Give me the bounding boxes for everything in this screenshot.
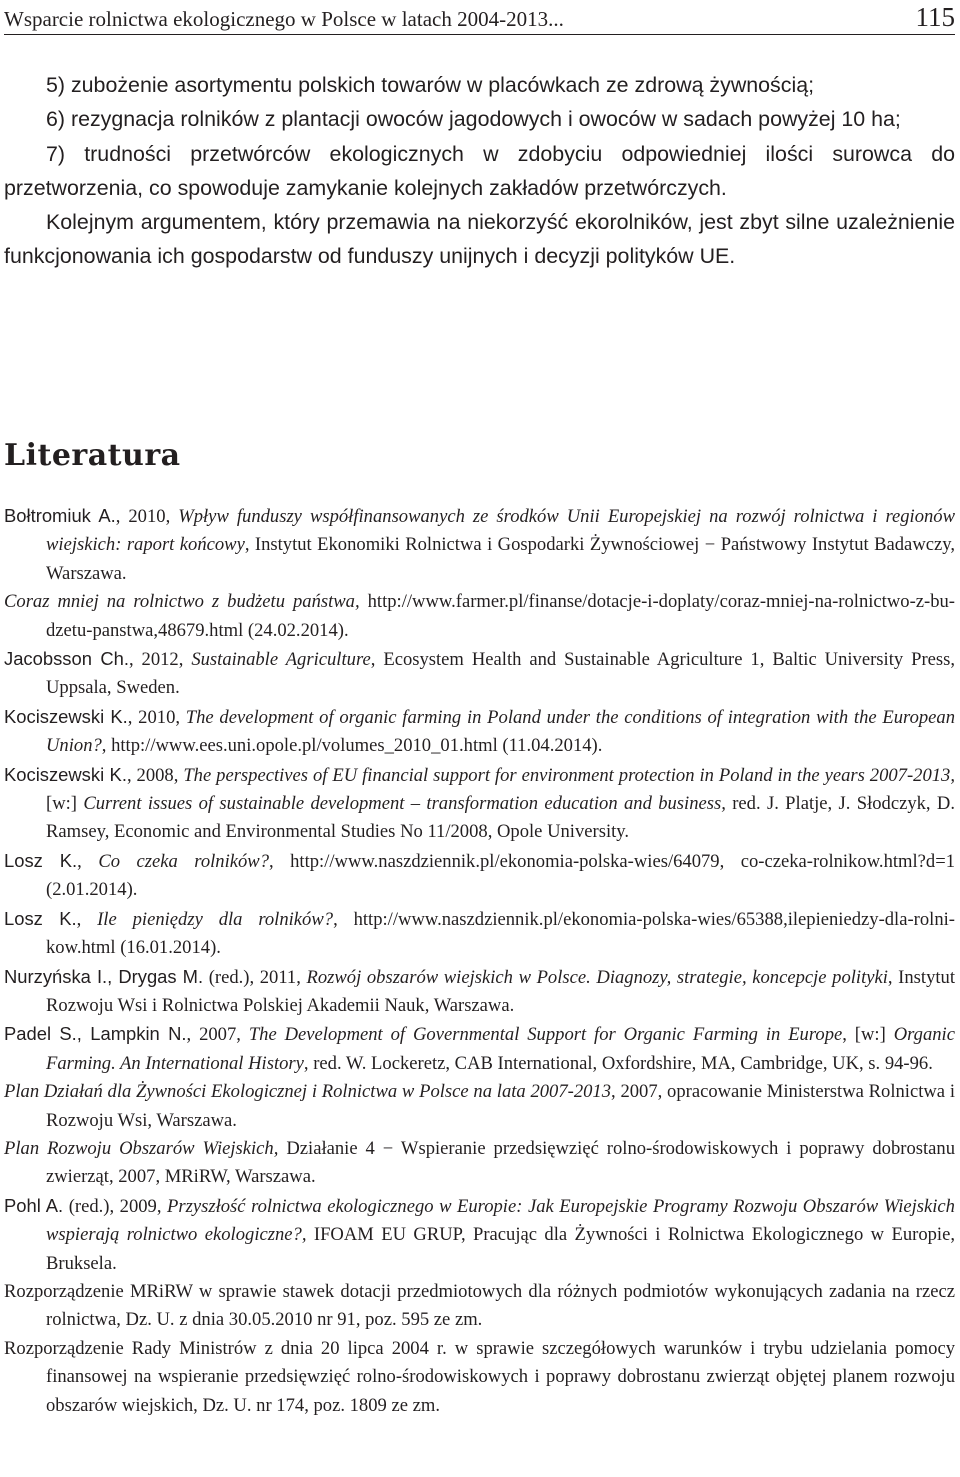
reference-item — [4, 1192, 955, 1278]
list-item-6: 6) rezygnacja rolników z plantacji owoców jagodowych i owoców w sadach powyżej 10 ha; — [46, 107, 901, 132]
reference-title: Plan Działań dla Żywności Ekologicznej i Rolnictwa w Polsce na lata 2007-2013 — [4, 1081, 612, 1103]
reference-title: Co czeka rolników? — [98, 850, 269, 872]
body-text — [4, 68, 955, 274]
reference-title: Przyszłość rolnictwa ekologicznego w Europie: Jak Europejskie Programy Rozwoju Obszarów Wiejskich wspierają rolnictwo ekologiczne?, — [46, 1195, 955, 1246]
reference-item — [4, 1335, 955, 1420]
reference-author: Padel S., Lampkin N. — [4, 1023, 187, 1045]
running-header — [4, 4, 955, 35]
section-heading-literatura: Literatura — [4, 438, 181, 473]
reference-text: IFOAM EU GRUP, Pracując dla Żywności i Rolnictwa Ekologicznego w Europie, Bruksela. — [46, 1224, 955, 1274]
running-title: Wsparcie rolnictwa ekologicznego w Polsce w latach 2004-2013... — [4, 7, 564, 31]
reference-text: (red.), 2009, — [63, 1195, 168, 1217]
reference-text: , 2010, — [115, 506, 179, 527]
reference-item — [4, 847, 955, 905]
reference-item — [4, 703, 955, 761]
reference-title: Rozwój obszarów wiejskich w Polsce. Diagnozy, strategie, koncepcje polityki — [306, 966, 888, 988]
reference-item — [4, 1078, 955, 1135]
reference-text: (red.), 2011, — [203, 966, 307, 988]
reference-title: Current issues of sustainable development – transformation education and business, — [83, 793, 726, 815]
reference-item — [4, 1278, 955, 1335]
reference-author: Kociszewski K. — [4, 763, 127, 785]
reference-item — [4, 1135, 955, 1192]
reference-author: Jacobsson Ch. — [4, 648, 129, 670]
reference-item — [4, 963, 955, 1021]
reference-author: Losz K. — [4, 907, 77, 929]
reference-title: The development of organic farming in Poland under the conditions of integration with the European Union? — [46, 706, 956, 757]
reference-text: , http://www.naszdziennik.pl/ekonomia-polska-wies/64079, co-czeka-rolnikow.html?d=1 (2.01.2014). — [46, 850, 955, 901]
list-item-5: 5) zubożenie asortymentu polskich towarów w placówkach ze zdrową żywnością; — [46, 73, 815, 97]
reference-author: Pohl A. — [4, 1194, 64, 1216]
reference-text: , 2007, opracowanie Ministerstwa Rolnictwa i Rozwoju Wsi, Warszawa. — [46, 1081, 955, 1131]
reference-item — [4, 588, 955, 645]
reference-text: , 2012, — [128, 649, 192, 671]
reference-title: The Development of Governmental Support for Organic Farming in Europe — [248, 1024, 843, 1046]
reference-item — [4, 502, 955, 588]
reference-text: Działanie 4 − Wspieranie przedsięwzięć rolno-środowiskowych i poprawy dobrostanu zwierząt, 2007, MRiRW, Warszawa. — [46, 1137, 955, 1188]
reference-text: red. J. Platje, J. Słodczyk, D. Ramsey, Economic and Environmental Studies No 11/2008, Opole University. — [46, 793, 956, 843]
reference-item — [4, 761, 955, 847]
reference-title: Organic Farming. An International History — [46, 1024, 955, 1074]
reference-text: , http://www.ees.uni.opole.pl/volumes_2010_01.html (11.04.2014). — [101, 735, 603, 757]
reference-title: Ile pieniędzy dla rolników? — [97, 908, 334, 930]
reference-author: Losz K. — [4, 849, 78, 871]
reference-text: , http://www.naszdziennik.pl/ekonomia-polska-wies/65388,ilepieniedzy-dla-rolni-kow.html (16.01.2014). — [46, 908, 955, 959]
reference-title: Wpływ funduszy współfinansowanych ze środków Unii Europejskiej na rozwój rolnictwa i regionów wiejskich: raport końcowy — [46, 506, 956, 556]
reference-list — [4, 502, 955, 1420]
reference-text: , [w:] — [842, 1024, 894, 1046]
reference-text: , 2008, — [126, 764, 184, 786]
reference-text: Rozporządzenie Rady Ministrów z dnia 20 lipca 2004 r. w sprawie szczegółowych warunków i trybu udzielania pomocy finansowej na wspieranie przedsięwzięć rolno-środowiskowych i poprawy dobrostanu zwierząt objętej planem rozwoju obszarów wiejskich, Dz. U. nr 174, poz. 1809 ze zm. — [4, 1337, 955, 1416]
reference-item — [4, 645, 955, 703]
reference-item — [4, 1020, 955, 1078]
paragraph: Kolejnym argumentem, który przemawia na niekorzyść ekorolników, jest zbyt silne uzależnienie funkcjonowania ich gospodarstw od funduszy unijnych i decyzji polityków UE. — [4, 210, 955, 269]
reference-text: Rozporządzenie MRiRW w sprawie stawek dotacji przedmiotowych dla różnych podmiotów wykonujących zadania na rzecz rolnictwa, Dz. U. z dnia 30.05.2010 nr 91, poz. 595 ze zm. — [4, 1280, 955, 1331]
reference-item — [4, 905, 955, 963]
reference-text: , — [77, 850, 99, 872]
reference-title: The perspectives of EU financial support for environment protection in Poland in the years 2007-2013, — [183, 764, 956, 786]
reference-text: , Ecosystem Health and Sustainable Agriculture 1, Baltic University Press, Uppsala, Sweden. — [46, 649, 956, 699]
reference-text: , — [76, 908, 98, 930]
reference-title: Plan Rozwoju Obszarów Wiejskich, — [4, 1137, 279, 1159]
reference-text: , 2010, — [127, 706, 186, 728]
reference-text: http://www.farmer.pl/finanse/dotacje-i-doplaty/coraz-mniej-na-rolnictwo-z-bu-dzetu-panstwa,48679.html (24.02.2014). — [46, 591, 955, 641]
reference-author: Bołtromiuk A. — [4, 505, 116, 526]
reference-title: Coraz mniej na rolnictwo z budżetu państwa, — [4, 591, 360, 613]
reference-author: Nurzyńska I., Drygas M. — [4, 965, 204, 987]
reference-text: , Instytut Ekonomiki Rolnictwa i Gospodarki Żywnościowej − Państwowy Instytut Badawczy, Warszawa. — [46, 534, 955, 584]
reference-text: [w:] — [46, 793, 84, 815]
reference-text: , red. W. Lockeretz, CAB International, Oxfordshire, MA, Cambridge, UK, s. 94-96. — [303, 1052, 933, 1074]
reference-text: , 2007, — [186, 1024, 249, 1046]
reference-text: , Instytut Rozwoju Wsi i Rolnictwa Polskiej Akademii Nauk, Warszawa. — [46, 966, 955, 1016]
reference-title: Sustainable Agriculture — [191, 649, 371, 671]
page-number: 115 — [915, 2, 955, 32]
list-item-7: 7) trudności przetwórców ekologicznych w zdobyciu odpowiedniej ilości surowca do przetworzenia, co spowoduje zamykanie kolejnych zakładów przetwórczych. — [4, 141, 955, 200]
reference-author: Kociszewski K. — [4, 705, 128, 727]
